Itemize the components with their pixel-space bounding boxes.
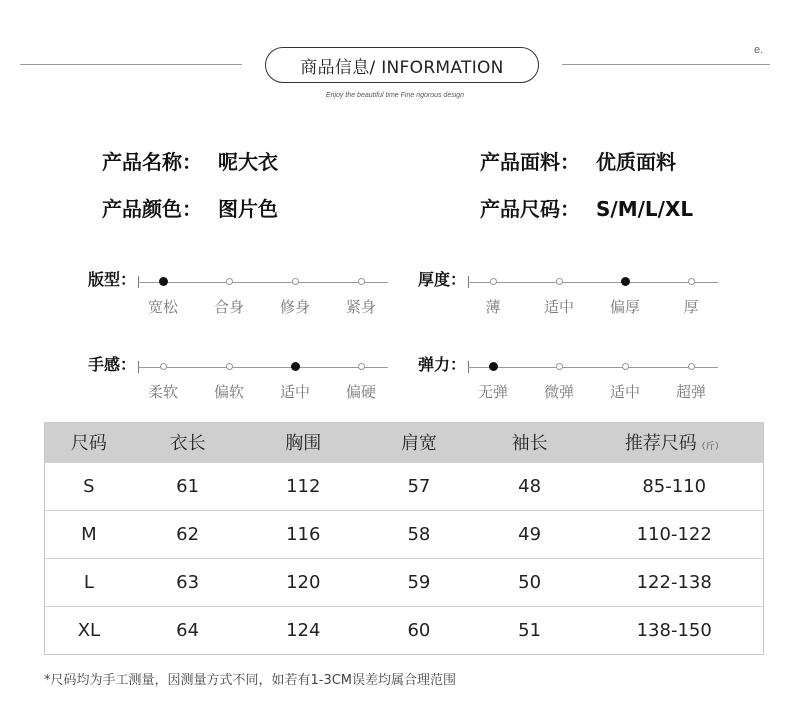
scale-option-label: 微弹 <box>543 383 574 401</box>
scale-axis-line <box>138 282 388 283</box>
table-row <box>45 558 763 606</box>
scale-option-label: 偏软 <box>213 383 244 401</box>
table-cell: 138-150 <box>636 620 712 641</box>
column-header-label: 袖长 <box>511 433 548 454</box>
table-cell: 116 <box>286 524 321 545</box>
product-name-label: 产品名称： <box>102 150 202 174</box>
column-header-unit: （斤） <box>696 442 724 452</box>
table-cell: 50 <box>518 572 542 593</box>
scale-dot <box>226 363 233 370</box>
scale-label: 版型： <box>88 270 137 289</box>
column-header-label: 衣长 <box>169 433 206 454</box>
table-cell: 120 <box>286 572 321 593</box>
scale-option-label: 适中 <box>543 298 574 316</box>
scale-axis-line <box>468 282 718 283</box>
table-cell: L <box>83 572 94 593</box>
scale-option-label: 厚 <box>683 298 699 316</box>
scale-option-label: 紧身 <box>345 298 376 316</box>
scale-dot <box>358 363 365 370</box>
scale-feel <box>88 355 418 401</box>
measurement-footnote: *尺码均为手工测量，因测量方式不同，如若有1-3CM误差均属合理范围 <box>44 673 457 688</box>
table-cell: 49 <box>518 524 542 545</box>
scale-dot <box>160 363 167 370</box>
size-table-body <box>45 462 763 654</box>
table-cell: 122-138 <box>636 572 712 593</box>
product-fabric-value: 优质面料 <box>596 150 676 174</box>
scale-label: 手感： <box>88 355 137 374</box>
scale-option-label: 偏硬 <box>345 383 376 401</box>
section-tagline: Enjoy the beautiful time Fine rigorous design <box>325 92 465 99</box>
scale-dot <box>556 278 563 285</box>
scale-elasticity <box>418 355 748 401</box>
scale-option-label: 合身 <box>213 298 244 316</box>
table-cell: 85-110 <box>642 476 707 497</box>
product-name <box>102 146 278 175</box>
table-cell: 110-122 <box>636 524 712 545</box>
table-cell: 57 <box>407 476 431 497</box>
scale-fit <box>88 270 418 316</box>
column-header <box>585 429 763 455</box>
table-cell: 59 <box>407 572 431 593</box>
scale-option-label: 薄 <box>485 298 501 316</box>
scale-dot <box>556 363 563 370</box>
scale-dot <box>490 278 497 285</box>
product-size <box>480 193 693 222</box>
scale-option-label: 宽松 <box>147 298 178 316</box>
column-header-label: 胸围 <box>285 433 322 454</box>
table-cell: 124 <box>286 620 321 641</box>
table-cell: S <box>83 476 95 497</box>
table-cell: 61 <box>176 476 200 497</box>
product-size-value: S/M/L/XL <box>596 197 694 221</box>
scale-dot <box>688 278 695 285</box>
scale-option-label: 无弹 <box>477 383 508 401</box>
column-header-label: 肩宽 <box>400 433 437 454</box>
product-fabric <box>480 146 676 175</box>
corner-mark: e. <box>754 44 764 56</box>
product-name-value: 呢大衣 <box>218 150 278 174</box>
table-cell: XL <box>77 620 101 641</box>
table-cell: 58 <box>407 524 431 545</box>
size-table <box>44 422 764 655</box>
table-cell: 48 <box>518 476 542 497</box>
product-color-value: 图片色 <box>218 197 278 221</box>
scale-selected-dot <box>621 277 630 286</box>
table-cell: 51 <box>518 620 542 641</box>
scale-option-label: 超弹 <box>675 383 706 401</box>
scale-option-label: 偏厚 <box>609 298 640 316</box>
table-cell: 60 <box>407 620 431 641</box>
table-cell: M <box>81 524 97 545</box>
scale-label: 厚度： <box>418 270 467 289</box>
column-header <box>242 429 364 455</box>
header-right-line <box>562 64 770 65</box>
column-header <box>364 429 474 455</box>
product-color <box>102 193 278 222</box>
scale-dot <box>688 363 695 370</box>
header-left-line <box>20 64 242 65</box>
table-cell: 63 <box>176 572 200 593</box>
table-row <box>45 462 763 510</box>
table-row <box>45 510 763 558</box>
table-row <box>45 606 763 654</box>
scale-option-label: 适中 <box>609 383 640 401</box>
product-fabric-label: 产品面料： <box>480 150 580 174</box>
product-size-label: 产品尺码： <box>480 197 580 221</box>
scale-dot <box>292 278 299 285</box>
scale-label: 弹力： <box>418 355 467 374</box>
table-cell: 64 <box>176 620 200 641</box>
scale-selected-dot <box>291 362 300 371</box>
section-title: 商品信息/ INFORMATION <box>265 47 539 83</box>
column-header <box>474 429 586 455</box>
scale-option-label: 适中 <box>279 383 310 401</box>
column-header <box>45 429 133 455</box>
column-header-label: 尺码 <box>70 433 107 454</box>
scale-selected-dot <box>159 277 168 286</box>
table-cell: 62 <box>176 524 200 545</box>
column-header <box>133 429 243 455</box>
scale-option-label: 柔软 <box>147 383 178 401</box>
scale-dot <box>622 363 629 370</box>
table-cell: 112 <box>286 476 321 497</box>
scale-dot <box>358 278 365 285</box>
scale-axis-line <box>468 367 718 368</box>
scale-option-label: 修身 <box>279 298 310 316</box>
scale-selected-dot <box>489 362 498 371</box>
scale-thickness <box>418 270 748 316</box>
product-color-label: 产品颜色： <box>102 197 202 221</box>
scale-dot <box>226 278 233 285</box>
scale-axis-line <box>138 367 388 368</box>
size-table-header <box>45 422 763 462</box>
column-header-label: 推荐尺码 <box>624 433 697 454</box>
